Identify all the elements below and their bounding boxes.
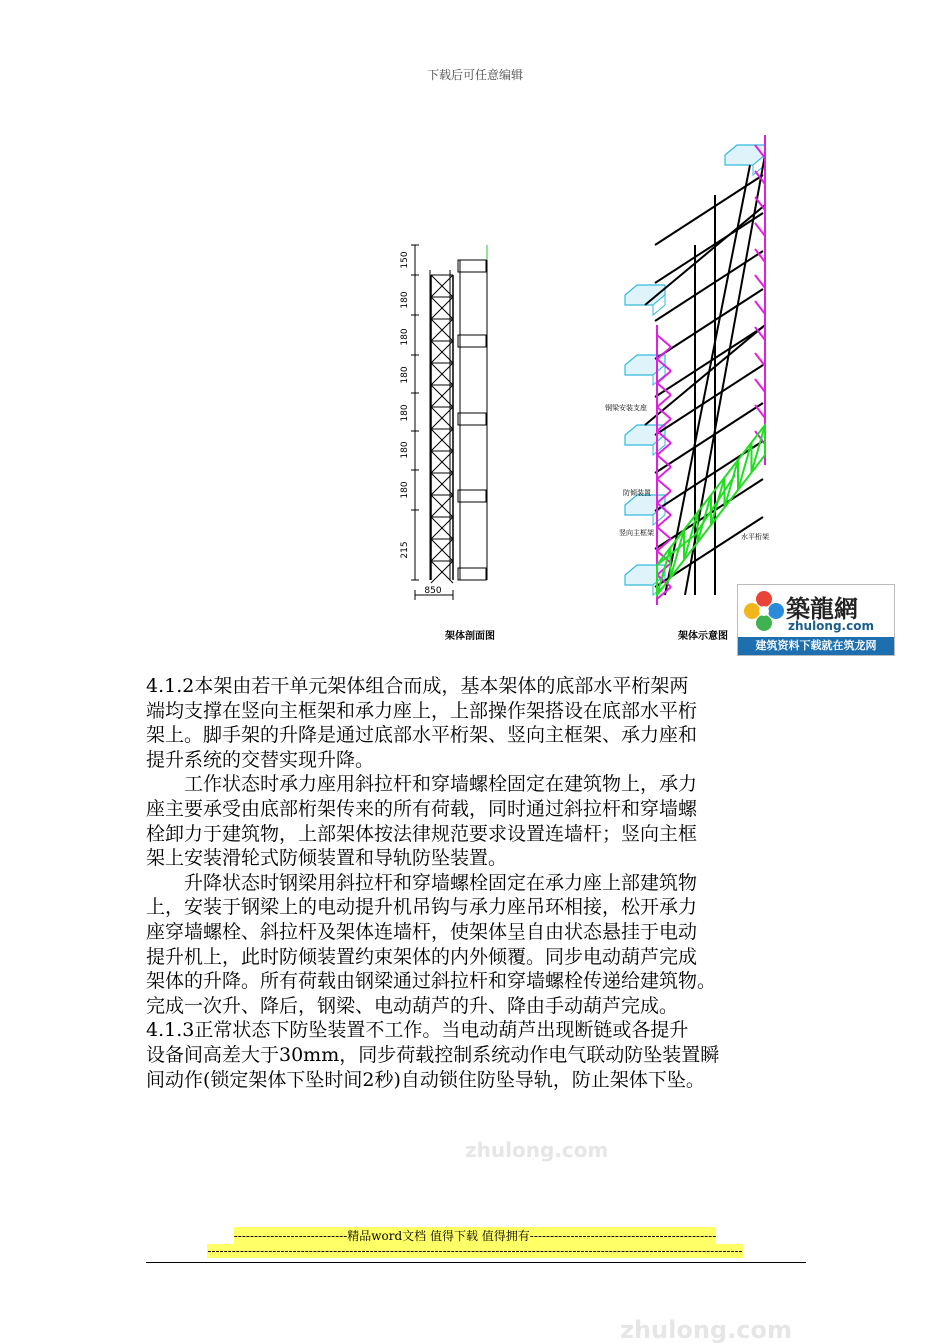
footer [0,1227,950,1258]
main-frame-brace [755,405,765,418]
main-frame-brace [755,379,765,392]
zhulong-logo [737,584,895,656]
page-header: 下载后可任意编辑 [426,68,523,82]
bottom-dimension: 850 [424,586,442,596]
frame-rail [655,175,763,245]
main-frame-brace [755,223,765,236]
main-frame-brace [657,527,671,539]
dimension-label: 180 [400,404,410,422]
dimension-label: 180 [400,441,410,459]
footer-rule [146,1262,806,1263]
paragraph-working-state: 工作状态时承力座用斜拉杆和穿墙螺栓固定在建筑物上，承力 座主要承受由底部桁架传来的所有荷载，同时通过斜拉杆和穿墙螺 栓卸力于建筑物，上部架体按法律规范要求设置连墙杆；竖向主框 架上安装滑轮式防倾装置和导轨防坠装置。 [146,773,698,870]
label-d: 水平桁架 [741,533,769,541]
watermark-center: zhulong.com [465,1138,609,1162]
label-b: 防倾装置 [623,489,651,497]
dimension-label: 215 [400,541,410,559]
dimension-label: 180 [400,481,410,499]
scaffold-drawings [395,125,905,660]
logo-flower-icon [742,589,786,633]
logo-slogan: 建筑资料下载就在筑龙网 [738,637,894,655]
main-frame-brace [657,335,671,347]
main-frame-brace [657,479,671,491]
dimension-labels [400,251,410,558]
main-frame-brace [755,301,765,314]
frame-rail [655,251,763,321]
footer-line-1: ----------------------------精品word文档 值得下载 值得拥有---------------------------------------------- [233,1229,717,1243]
main-frame-brace [755,353,765,366]
frame-rail [655,213,763,283]
logo-brand: 築龍網 [786,595,858,623]
dimension-label: 150 [400,251,410,269]
watermark-bottom: zhulong.com [620,1316,792,1344]
paragraph-4-1-3: 4.1.3正常状态下防坠装置不工作。当电动葫芦出现断链或各提升 设备间高差大于30mm，同步荷载控制系统动作电气联动防坠装置瞬 间动作(锁定架体下坠时间2秒)自动锁住防坠导轨，防止架体下坠。 [146,1019,720,1091]
label-c: 竖向主框架 [619,529,654,537]
left-caption: 架体剖面图 [445,631,495,642]
frame-rail [655,289,763,359]
scaffold-figure [395,125,905,660]
dimension-label: 180 [400,366,410,384]
paragraph-4-1-2: 4.1.2本架由若干单元架体组合而成，基本架体的底部水平桁架两 端均支撑在竖向主框架和承力座上，上部操作架搭设在底部水平桁 架上。脚手架的升降是通过底部水平桁架、竖向主框架、承力座和 提升系统的交替实现升降。 [146,675,698,771]
main-frame-brace [755,275,765,288]
dimension-label: 180 [400,291,410,309]
footer-line-2: ------------------------------------------------------------------------------------------------------------------------------------ [207,1244,743,1258]
logo-url: zhulong.com [788,619,874,633]
right-caption: 架体示意图 [678,631,728,642]
section-drawing [411,245,487,600]
main-frame-brace [657,455,671,467]
dimension-label: 180 [400,328,410,346]
label-a: 钢梁安装支座 [605,404,647,412]
main-frame-brace [657,467,671,479]
frame-rail [655,327,763,397]
paragraph-lifting-state: 升降状态时钢梁用斜拉杆和穿墙螺栓固定在承力座上部建筑物 上，安装于钢梁上的电动提升机吊钩与承力座吊环相接，松开承力 座穿墙螺栓、斜拉杆及架体连墙杆，使架体呈自由状态悬挂于电动 提升机上，此时防倾装置约束架体的内外倾覆。同步电动葫芦完成 架体的升降。所有荷载由钢梁通过斜拉杆和穿墙螺栓传递给建筑物。 完成一次升、降后，钢梁、电动葫芦的升、降由手动葫芦完成。 [146,871,717,1017]
body-text [146,674,816,1092]
